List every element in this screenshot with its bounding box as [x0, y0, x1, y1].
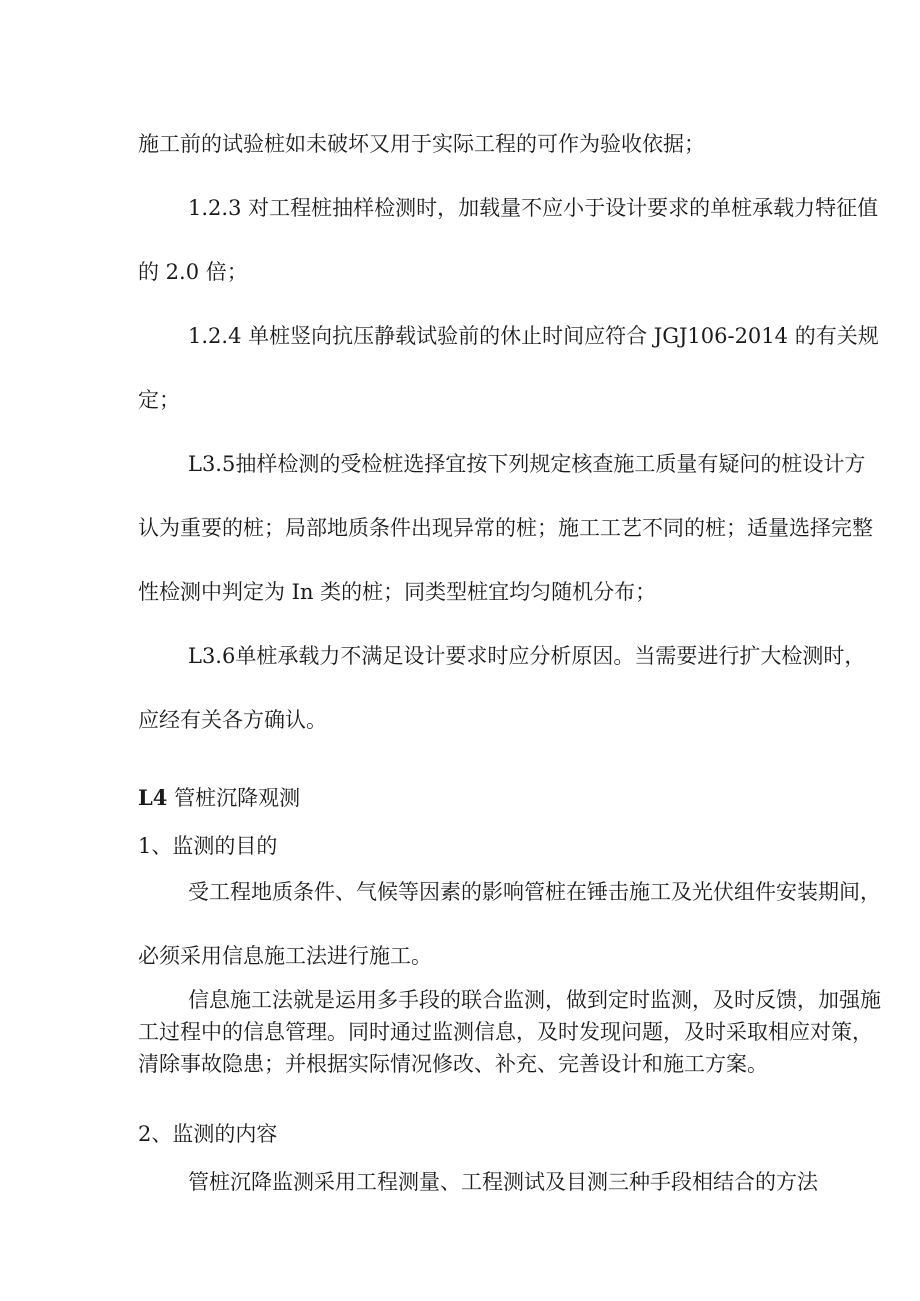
paragraph-acceptance-basis: 施工前的试验桩如未破坏又用于实际工程的可作为验收依据；	[138, 132, 705, 156]
paragraph-purpose-1: 受工程地质条件、气候等因素的影响管桩在锤击施工及光伏组件安装期间，必须采用信息施工法进行施工。	[138, 880, 881, 968]
paragraph-1-3-6: L3.6单桩承载力不满足设计要求时应分析原因。当需要进行扩大检测时，应经有关各方确认。	[138, 644, 866, 732]
paragraph-content-1: 管桩沉降监测采用工程测量、工程测试及目测三种手段相结合的方法	[188, 1170, 818, 1194]
section-number: L4	[138, 785, 168, 810]
sub-heading-purpose: 1、监测的目的	[138, 834, 278, 858]
section-heading-1-4	[138, 782, 886, 814]
paragraph-purpose-2: 信息施工法就是运用多手段的联合监测，做到定时监测，及时反馈，加强施工过程中的信息管理。同时通过监测信息，及时发现问题，及时采取相应对策，清除事故隐患；并根据实际情况修改、补充、完善设计和施工方案。	[138, 988, 881, 1076]
section-title: 管桩沉降观测	[174, 786, 301, 810]
paragraph-1-2-3: 1.2.3 对工程桩抽样检测时，加载量不应小于设计要求的单桩承载力特征值的 2.0 倍；	[138, 196, 879, 284]
paragraph-1-2-4: 1.2.4 单桩竖向抗压静载试验前的休止时间应符合 JGJ106-2014 的有关规定；	[138, 324, 879, 412]
paragraph-1-3-5: L3.5抽样检测的受检桩选择宜按下列规定核查施工质量有疑问的桩设计方认为重要的桩；局部地质条件出现异常的桩；施工工艺不同的桩；适量选择完整性检测中判定为 In 类的桩；同类型桩宜均匀随机分布；	[138, 452, 873, 604]
sub-heading-content: 2、监测的内容	[138, 1122, 278, 1146]
